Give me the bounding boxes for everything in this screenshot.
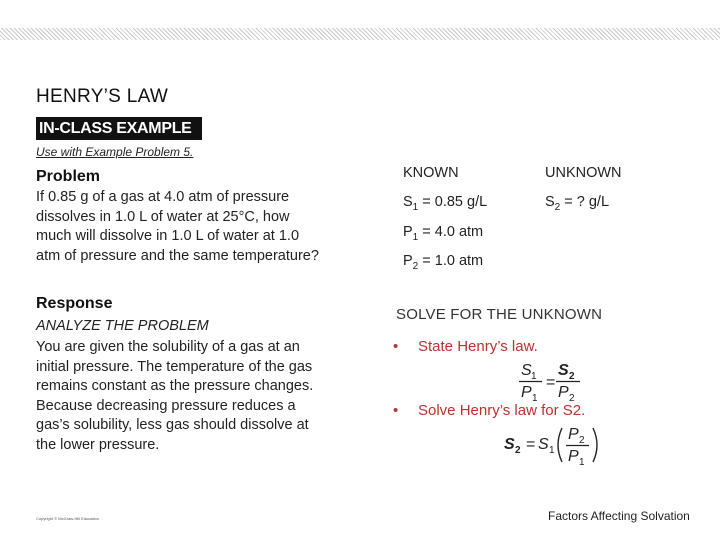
use-with-link[interactable]: Use with Example Problem 5. [36, 145, 194, 159]
eq2-s1: S [538, 436, 549, 453]
response-heading: Response [36, 295, 113, 312]
eq1-s2: S [558, 362, 569, 379]
problem-text: If 0.85 g of a gas at 4.0 atm of pressure dissolves in 1.0 L of water at 25°C, how much will dissolve in 1.0 L of water at 1.0 atm of pressure and the same temperature? [36, 189, 319, 264]
response-text: You are given the solubility of a gas at an initial pressure. The temperature of the gas remains constant as the pressure changes. Because decreasing pressure reduces a gas’s solubility, less gas should dissolve at the lower pressure. [36, 339, 314, 453]
eq1-p1: P [521, 384, 532, 401]
in-class-example-badge: IN-CLASS EXAMPLE [36, 117, 202, 140]
eq2-den-sub: 1 [579, 457, 585, 468]
eq2-equals: = [526, 436, 536, 453]
solve-heading: SOLVE FOR THE UNKNOWN [396, 306, 603, 323]
eq1-p2: P [558, 384, 569, 401]
known-p1: $P_1 = 4.0$ atm [403, 224, 484, 243]
eq2-num: P [568, 426, 579, 443]
slide-title: HENRY’S LAW [36, 86, 169, 107]
known-p2: $P_2 = 1.0$ atm [403, 253, 484, 272]
eq2-s1-sub: 1 [549, 445, 555, 456]
eq2-den: P [568, 448, 579, 465]
eq2-lhs-sub: 2 [515, 445, 521, 456]
known-heading: KNOWN [403, 165, 459, 181]
copyright-notice: Copyright © McGraw-Hill Education [36, 516, 99, 521]
bullet-1: • [393, 338, 399, 355]
solved-equation [500, 422, 620, 468]
bullet-2: • [393, 402, 399, 419]
unknown-heading: UNKNOWN [545, 165, 622, 181]
henrys-law-equation [515, 360, 595, 402]
eq2-lhs: S [504, 436, 515, 453]
analyze-heading: ANALYZE THE PROBLEM [36, 318, 209, 334]
eq1-s2-sub: 2 [569, 371, 575, 382]
problem-heading: Problem [36, 168, 101, 185]
eq1-s1: S [521, 362, 532, 379]
eq2-num-sub: 2 [579, 435, 585, 446]
step-solve-for-s2: Solve Henry’s law for S2. [418, 402, 586, 419]
header-stripe [0, 28, 720, 40]
eq1-p1-sub: 1 [532, 393, 538, 402]
eq1-p2-sub: 2 [569, 393, 575, 402]
known-s1: $S_1 = 0.85$ g/L [403, 194, 488, 213]
eq1-equals: = [546, 374, 556, 391]
footer-section-title: Factors Affecting Solvation [548, 509, 690, 523]
unknown-s2: $S_2$ = ? g/L [545, 194, 610, 213]
eq1-s1-sub: 1 [531, 371, 537, 382]
step-state-henrys-law: State Henry’s law. [418, 338, 538, 355]
